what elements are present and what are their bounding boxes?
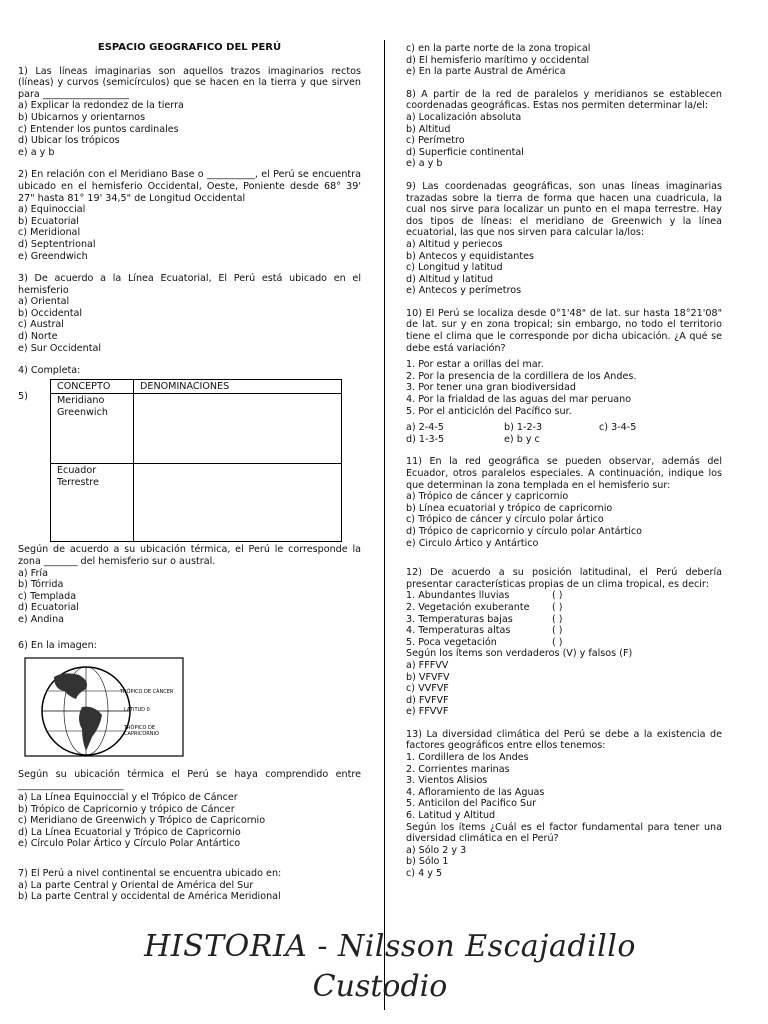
option: c) en la parte norte de la zona tropical [406, 43, 591, 54]
list-item [406, 625, 722, 637]
question-3 [18, 273, 361, 354]
table-header-row [51, 379, 342, 394]
option: a) Altitud y periecos [406, 238, 503, 250]
option: d) 1-3-5 [406, 433, 445, 445]
answer-paren[interactable]: ( ) [552, 613, 563, 625]
concept-line: Greenwich [57, 407, 108, 419]
option: b) Occidental [18, 307, 83, 319]
option: e) Andina [18, 614, 65, 625]
option: c) 4 y 5 [406, 868, 443, 879]
item-label: 3. Temperaturas bajas [406, 613, 513, 625]
column-divider [384, 40, 385, 1010]
list-item: 6. Latitud y Altitud [406, 810, 496, 822]
option: c) Austral [18, 319, 64, 331]
author-watermark-line1: HISTORIA - Nilsson Escajadillo [144, 929, 636, 964]
option: d) Ecuatorial [18, 602, 79, 614]
option: b) La parte Central y occidental de América Meridional [18, 891, 281, 903]
option: e) a y b [406, 158, 443, 170]
question-5-label: 5) [18, 390, 28, 402]
option: d) Trópico de capricornio y círculo polar Antártico [406, 525, 643, 537]
option: b) Trópico de Capricornio y trópico de Cáncer [18, 803, 235, 815]
question-1-text: 1) Las líneas imaginarias son aquellos trazos imaginarios rectos (líneas) y curvos (semicírculos) que se hacen en la tierra y que sirven para __________________ [18, 65, 361, 100]
option: b) Sólo 1 [406, 856, 449, 868]
answer-paren[interactable]: ( ) [552, 636, 563, 648]
list-item: 2. Corrientes marinas [406, 763, 510, 775]
question-6-text: 6) En la imagen: [18, 639, 97, 651]
item-label: 1. Abundantes lluvias [406, 590, 510, 602]
item-label: 5. Poca vegetación [406, 636, 497, 648]
question-8-text: 8) A partir de la red de paralelos y meridianos se establecen coordenadas geográficas. Estas nos permiten determinar la/el: [406, 88, 722, 112]
option: c) Longitud y latitud [406, 262, 503, 274]
option: d) Septentrional [18, 238, 96, 250]
question-12 [406, 567, 722, 718]
option: e) FFVVF [406, 706, 449, 718]
list-item [406, 637, 722, 649]
option: a) Equinoccial [18, 204, 86, 216]
option: b) Ecuatorial [18, 215, 79, 227]
option: d) La Línea Ecuatorial y Trópico de Capricornio [18, 826, 241, 838]
map-label: TRÓPICO DE CÁNCER [120, 689, 174, 696]
map-label: TRÓPICO DE [124, 725, 155, 732]
option: e) Greendwich [18, 250, 88, 262]
question-10 [406, 308, 722, 446]
map-label: CAPRICORNIO [124, 731, 159, 738]
question-12-text: 12) De acuerdo a su posición latitudinal, el Perú debería presentar características propias de un clima tropical, es decir: [406, 567, 722, 590]
question-1 [18, 66, 361, 159]
option: a) La Línea Equinoccial y el Trópico de Cáncer [18, 791, 238, 803]
question-11-text: 11) En la red geográfica se pueden observar, además del Ecuador, otros paralelos especiales. A continuación, indique los que determinan la zona templada en el hemisferio sur: [406, 456, 722, 491]
option: e) Círculo Polar Ártico y Círculo Polar Antártico [18, 838, 241, 850]
question-12-text2: Según los ítems son verdaderos (V) y falsos (F) [406, 648, 633, 660]
question-11 [406, 456, 722, 549]
option: e) Sur Occidental [18, 342, 102, 354]
option: d) El hemisferio marítimo y occidental [406, 54, 590, 66]
right-column [406, 43, 722, 880]
question-7-text: 7) El Perú a nivel continental se encuentra ubicado en: [18, 867, 282, 879]
concept-line: Ecuador [57, 465, 97, 477]
option: c) VVFVF [406, 683, 449, 695]
option: a) La parte Central y Oriental de América del Sur [18, 879, 254, 891]
option: a) Localización absoluta [406, 111, 522, 123]
option: a) Sólo 2 y 3 [406, 844, 467, 856]
concept-line: Terrestre [57, 477, 99, 489]
option: d) Superficie continental [406, 146, 524, 158]
answer-cell[interactable] [134, 394, 342, 464]
option: d) Altitud y latitud [406, 273, 494, 285]
question-8 [406, 89, 722, 170]
question-13 [406, 729, 722, 880]
table-row [51, 464, 342, 542]
list-item: 2. Por la presencia de la cordillera de los Andes. [406, 370, 637, 382]
list-item [406, 602, 722, 614]
question-2 [18, 169, 361, 262]
answer-cell[interactable] [134, 464, 342, 542]
option: a) Fría [18, 567, 48, 579]
list-item: 1. Por estar a orillas del mar. [406, 359, 544, 371]
option: c) Entender los puntos cardinales [18, 123, 179, 135]
option: e) b y c [504, 433, 540, 445]
question-7-continued [406, 43, 722, 78]
answer-paren[interactable]: ( ) [552, 590, 563, 602]
list-item: 4. Por la frialdad de las aguas del mar peruano [406, 394, 632, 406]
option: a) FFFVV [406, 659, 449, 671]
list-item: 5. Anticilon del Pacifico Sur [406, 798, 537, 810]
option: d) Ubicar los trópicos [18, 135, 120, 147]
page-title: ESPACIO GEOGRAFICO DEL PERÚ [97, 42, 282, 53]
list-item [406, 590, 722, 602]
table-header: CONCEPTO [51, 379, 134, 394]
option: b) Antecos y equidistantes [406, 250, 534, 262]
list-item: 4. Afloramiento de las Aguas [406, 786, 545, 798]
question-4-text: 4) Completa: [18, 365, 81, 377]
table-header: DENOMINACIONES [134, 379, 342, 394]
option: d) Norte [18, 331, 58, 343]
question-3-text: 3) De acuerdo a la Línea Ecuatorial, El Perú está ubicado en el hemisferio [18, 273, 361, 296]
question-5 [18, 379, 361, 626]
option: b) Tórrida [18, 579, 64, 591]
option: a) Explicar la redondez de la tierra [18, 100, 184, 112]
option: a) 2-4-5 [406, 422, 444, 434]
option: c) Perímetro [406, 135, 465, 147]
question-9-text: 9) Las coordenadas geográficas, son unas líneas imaginarias trazadas sobre la tierra de forma que hacen una cuadricula, la cual nos sirve para localizar un punto en el mapa terrestre. Hay dos tipos de líneas: el meridiano de Greenwich y la línea ecuatorial, las que nos sirven para calcular la/los: [406, 180, 722, 239]
option: e) a y b [18, 146, 55, 158]
answer-paren[interactable]: ( ) [552, 601, 563, 613]
question-7 [18, 868, 361, 903]
list-item [406, 614, 722, 626]
option: a) Trópico de cáncer y capricornio [406, 491, 569, 503]
option: c) Trópico de cáncer y círculo polar ártico [406, 514, 604, 526]
concept-line: Meridiano [57, 395, 105, 407]
option: b) Línea ecuatorial y trópico de capricornio [406, 502, 613, 514]
option: e) Circulo Ártico y Antártico [406, 537, 539, 549]
question-13-text: 13) La diversidad climática del Perú se debe a la existencia de factores geográficos entre ellos tenemos: [406, 728, 722, 752]
concept-table [50, 379, 342, 543]
option: c) Templada [18, 590, 77, 602]
option: c) Meridional [18, 227, 81, 239]
question-6-text2: Según su ubicación térmica el Perú se haya comprendido entre ______________________ [18, 768, 361, 792]
option: b) 1-2-3 [504, 422, 543, 434]
answer-paren[interactable]: ( ) [552, 625, 563, 637]
option: b) VFVFV [406, 671, 450, 683]
option: e) En la parte Austral de América [406, 66, 566, 78]
option: c) Meridiano de Greenwich y Trópico de Capricornio [18, 815, 266, 827]
author-watermark-line2: Custodio [312, 969, 448, 1004]
list-item: 3. Por tener una gran biodiversidad [406, 382, 576, 394]
option: c) 3-4-5 [599, 422, 637, 434]
question-9 [406, 181, 722, 297]
option: a) Oriental [18, 296, 70, 308]
left-column [18, 40, 361, 903]
list-item: 5. Por el anticiclón del Pacífico sur. [406, 405, 572, 417]
option: e) Antecos y perímetros [406, 285, 522, 297]
options-row [406, 422, 722, 434]
table-cell [51, 394, 134, 464]
item-label: 4. Temperaturas altas [406, 625, 511, 637]
option: d) FVFVF [406, 694, 449, 706]
item-label: 2. Vegetación exuberante [406, 601, 530, 613]
option: b) Altitud [406, 123, 451, 135]
table-cell [51, 464, 134, 542]
question-10-text: 10) El Perú se localiza desde 0°1'48" de lat. sur hasta 18°21'08" de lat. sur y en zona tropical; sin embargo, no todo el territorio tiene el clima que le corresponde por dicha ubicación. ¿A qué se debe está variación? [406, 307, 722, 354]
map-label: LATITUD 0 [124, 707, 150, 714]
question-6 [18, 640, 361, 850]
option: b) Ubicarnos y orientarnos [18, 111, 146, 123]
globe-map-image [24, 657, 184, 757]
list-item: 3. Vientos Alisios [406, 775, 488, 787]
question-5-text: Según de acuerdo a su ubicación térmica, el Perú le corresponde la zona _______ del hemisferio sur o austral. [18, 544, 361, 568]
table-row [51, 394, 342, 464]
options-row [406, 434, 722, 446]
question-13-text2: Según los ítems ¿Cuál es el factor fundamental para tener una diversidad climática en el Perú? [406, 821, 722, 845]
list-item: 1. Cordillera de los Andes [406, 752, 529, 764]
question-2-text: 2) En relación con el Meridiano Base o __________, el Perú se encuentra ubicado en el hemisferio Occidental, Oeste, Poniente desde 68° 39' 27" hasta 81° 19' 34,5" de Longitud Occidental [18, 169, 361, 204]
